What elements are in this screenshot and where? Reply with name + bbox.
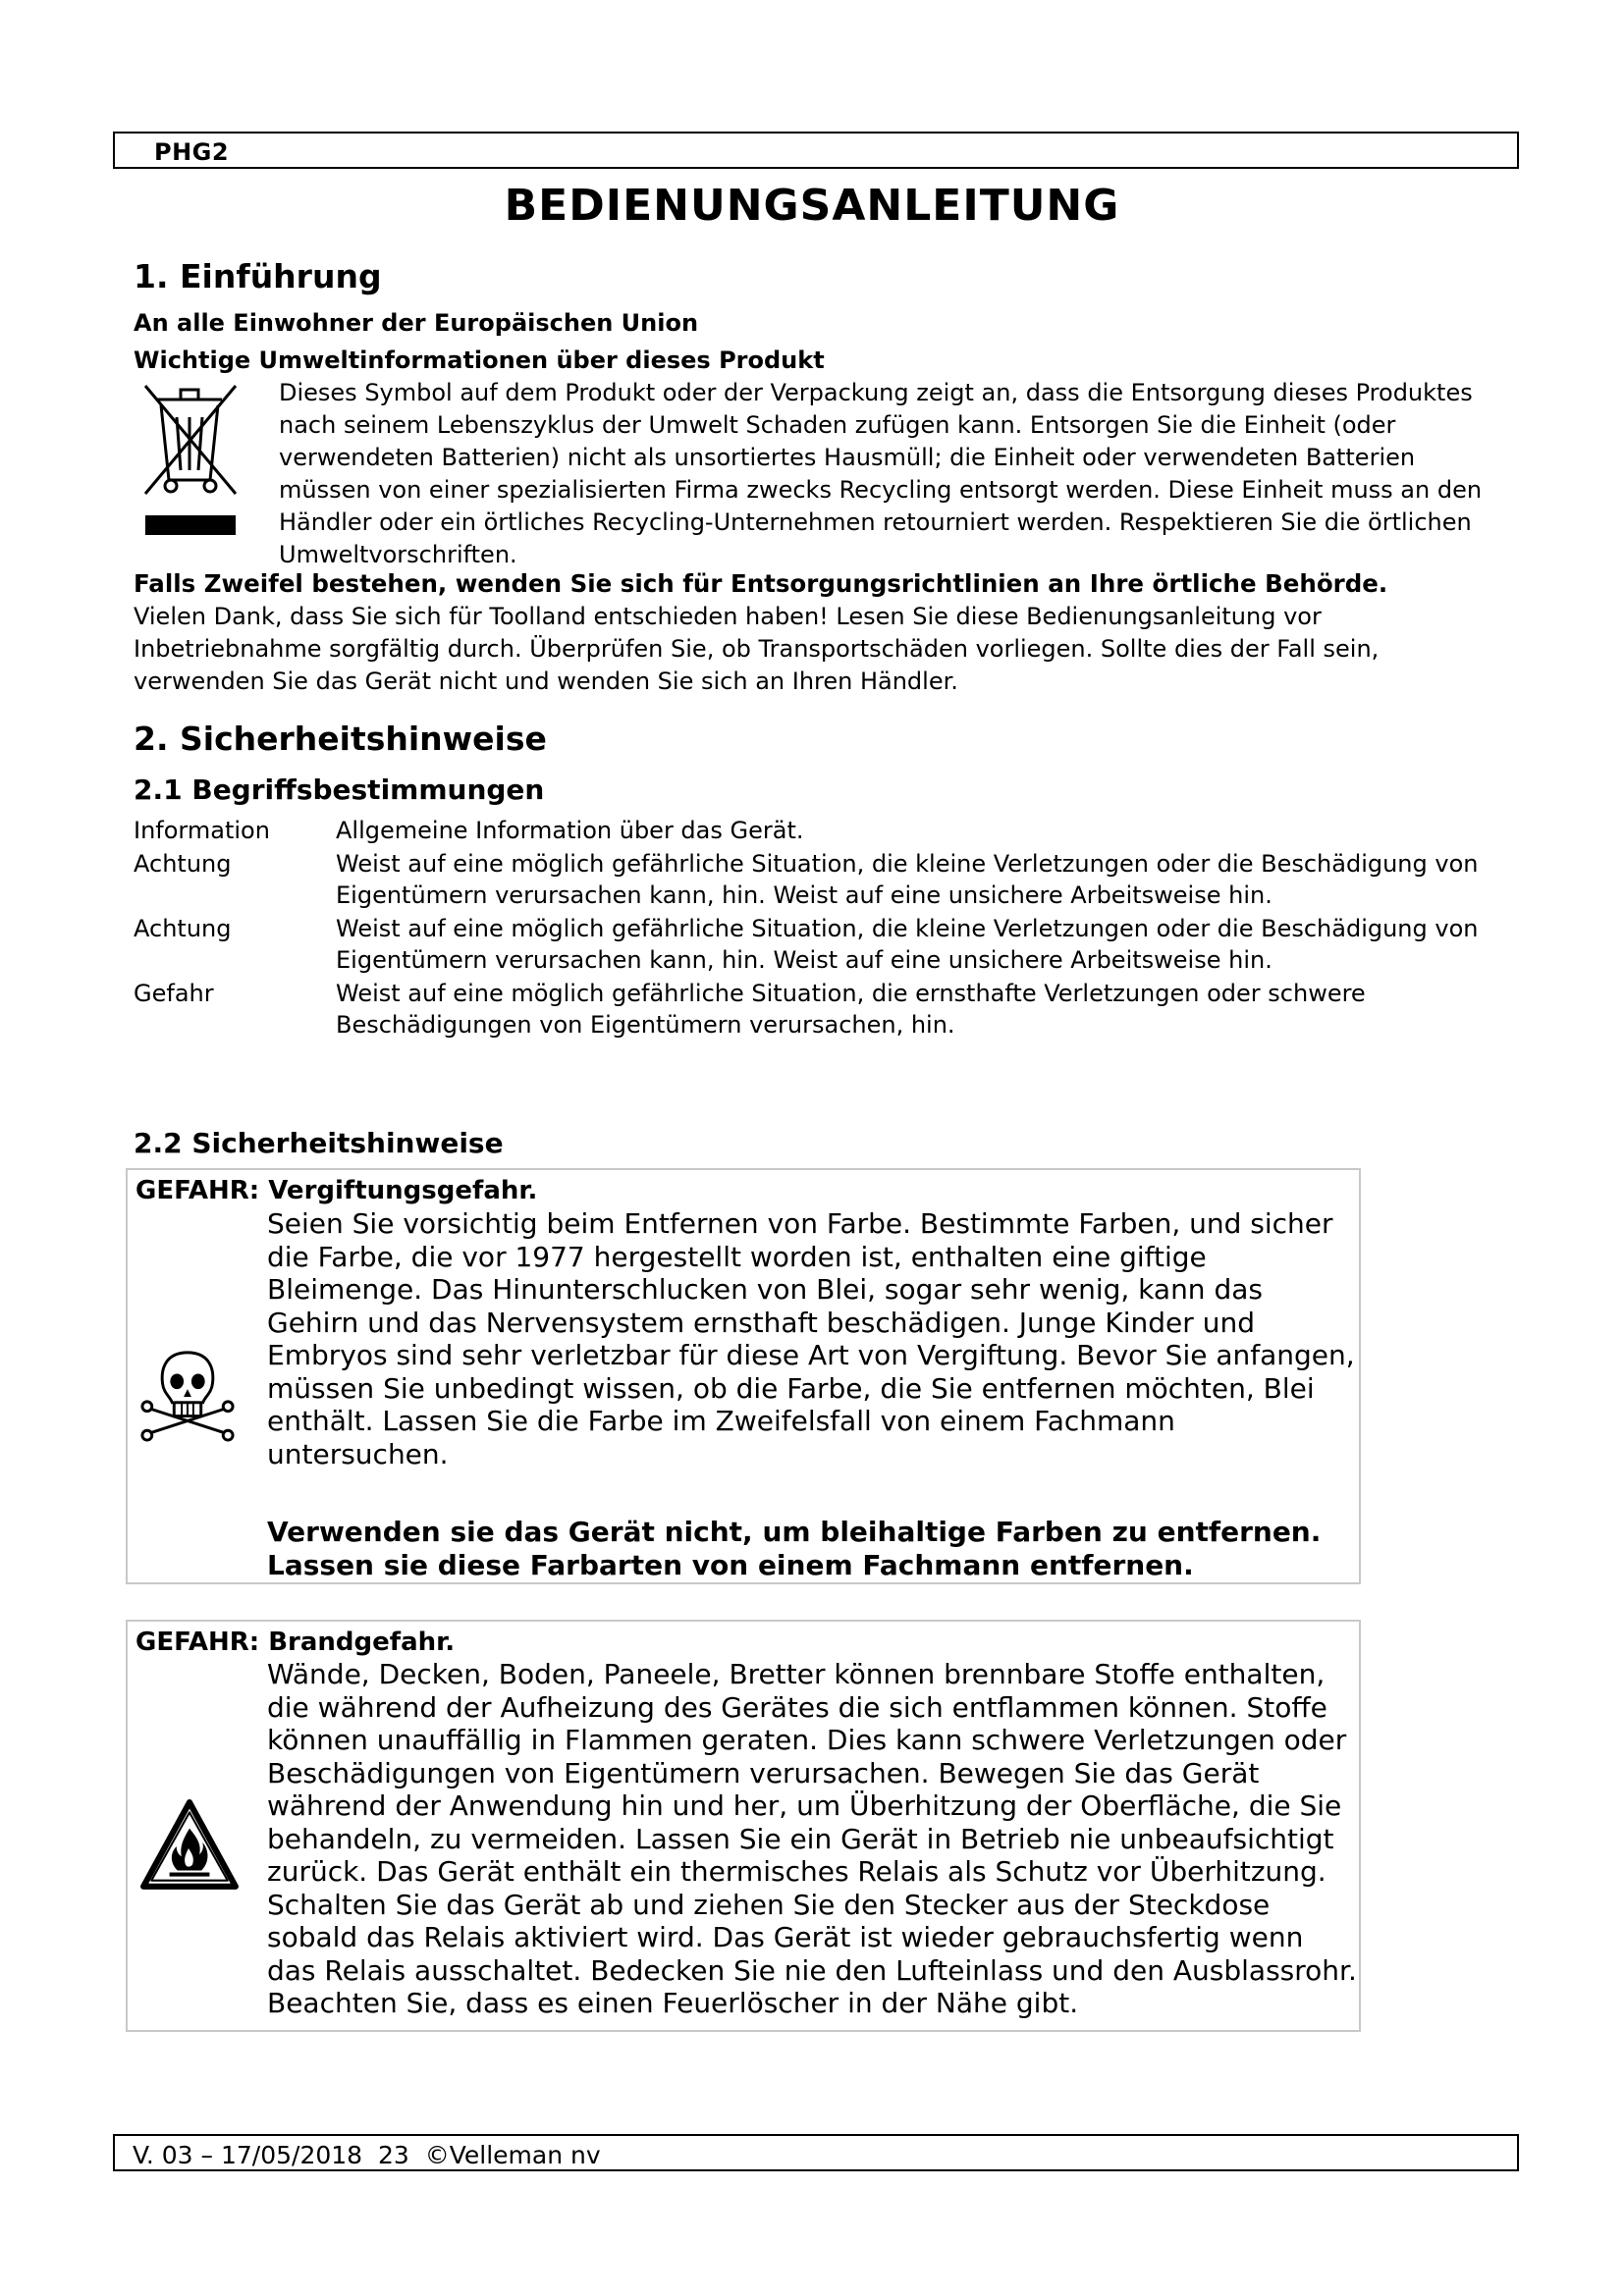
definition-row: [134, 913, 1508, 976]
disposal-doubt-text: Falls Zweifel bestehen, wenden Sie sich für Entsorgungsrichtlinien an Ihre örtliche Behörde.: [134, 569, 1388, 598]
definition-text: Weist auf eine möglich gefährliche Situation, die kleine Verletzungen oder die Beschädigung von Eigentümern verursachen kann, hin. Weist auf eine unsichere Arbeitsweise hin.: [336, 915, 1479, 974]
definition-term: Achtung: [134, 850, 232, 878]
definitions-heading: 2.1 Begriffsbestimmungen: [134, 774, 545, 806]
definition-term: Achtung: [134, 915, 232, 942]
skull-crossbones-icon: [139, 1347, 236, 1443]
section-2-heading: 2. Sicherheitshinweise: [134, 720, 547, 758]
product-code: PHG2: [154, 138, 230, 166]
definition-text: Allgemeine Information über das Gerät.: [336, 817, 804, 844]
footer-line: [133, 2141, 601, 2169]
definition-row: [134, 848, 1508, 911]
safety-instructions-heading: 2.2 Sicherheitshinweise: [134, 1127, 504, 1159]
poisoning-warning-text: Seien Sie vorsichtig beim Entfernen von Farbe. Bestimmte Farben, und sicher die Farbe, die vor 1977 hergestellt worden ist, enthalten eine giftige Bleimenge. Das Hinunterschlucken von Blei, sogar sehr wenig, kann das Gehirn und das Nervensystem ernsthaft beschädigen. Junge Kinder und Embryos sind sehr verletzbar für diese Art von Vergiftung. Bevor Sie anfangen, müssen Sie unbedingt wissen, ob die Farbe, die Sie entfernen möchten, Blei enthält. Lassen Sie die Farbe im Zweifelsfall von einem Fachmann untersuchen.: [267, 1207, 1355, 1470]
definition-row: [134, 978, 1508, 1041]
page-footer: [113, 2134, 1519, 2171]
definition-row: [134, 815, 1508, 846]
poisoning-warning-box: [126, 1168, 1361, 1584]
flammable-warning-icon: [139, 1796, 240, 1896]
page-header: [113, 132, 1519, 169]
weee-bin-icon: [137, 378, 245, 543]
fire-warning-box: [126, 1620, 1361, 2032]
thanks-text: Vielen Dank, dass Sie sich für Toolland entschieden haben! Lesen Sie diese Bedienungsanleitung vor Inbetriebnahme sorgfältig durch. Überprüfen Sie, ob Transportschäden vorliegen. Sollte dies der Fall sein, verwenden Sie das Gerät nicht und wenden Sie sich an Ihren Händler.: [134, 603, 1380, 695]
footer-copyright: ©Velleman nv: [424, 2141, 601, 2169]
document-title: BEDIENUNGSANLEITUNG: [504, 181, 1120, 231]
environment-heading: Wichtige Umweltinformationen über dieses Produkt: [134, 347, 825, 374]
definitions-list: [134, 815, 1508, 1042]
footer-page-number: 23: [377, 2141, 409, 2169]
environment-text: Dieses Symbol auf dem Produkt oder der Verpackung zeigt an, dass die Entsorgung dieses Produktes nach seinem Lebenszyklus der Umwelt Schaden zufügen kann. Entsorgen Sie die Einheit (oder verwendeten Batterien) nicht als unsortiertes Hausmüll; die Einheit oder verwendeten Batterien müssen von einer spezialisierten Firma zwecks Recycling entsorgt werden. Diese Einheit muss an den Händler oder ein örtliches Recycling-Unternehmen retourniert werden. Respektieren Sie die örtlichen Umweltvorschriften.: [279, 379, 1483, 568]
definition-term: Information: [134, 817, 270, 844]
poisoning-warning-instruction: Verwenden sie das Gerät nicht, um bleihaltige Farben zu entfernen. Lassen sie diese Farbarten von einem Fachmann entfernen.: [267, 1516, 1322, 1581]
section-1-heading: 1. Einführung: [134, 257, 382, 295]
definition-term: Gefahr: [134, 980, 214, 1007]
eu-audience-line: An alle Einwohner der Europäischen Union: [134, 309, 699, 337]
definition-text: Weist auf eine möglich gefährliche Situation, die kleine Verletzungen oder die Beschädigung von Eigentümern verursachen kann, hin. Weist auf eine unsichere Arbeitsweise hin.: [336, 850, 1479, 909]
footer-version: V. 03 – 17/05/2018: [133, 2141, 363, 2169]
poisoning-warning-title: GEFAHR: Vergiftungsgefahr.: [135, 1176, 538, 1205]
fire-warning-text: Wände, Decken, Boden, Paneele, Bretter können brennbare Stoffe enthalten, die während der Aufheizung des Gerätes die sich entflammen können. Stoffe können unauffällig in Flammen geraten. Dies kann schwere Verletzungen oder Beschädigungen von Eigentümern verursachen. Bewegen Sie das Gerät während der Anwendung hin und her, um Überhitzung der Oberfläche, die Sie behandeln, zu vermeiden. Lassen Sie ein Gerät in Betrieb nie unbeaufsichtigt zurück. Das Gerät enthält ein thermisches Relais als Schutz vor Überhitzung. Schalten Sie das Gerät ab und ziehen Sie den Stecker aus der Steckdose sobald das Relais aktiviert wird. Das Gerät ist wieder gebrauchsfertig wenn das Relais ausschaltet. Bedecken Sie nie den Lufteinlass und den Ausblassrohr. Beachten Sie, dass es einen Feuerlöscher in der Nähe gibt.: [267, 1658, 1357, 2019]
fire-warning-title: GEFAHR: Brandgefahr.: [135, 1628, 456, 1657]
definition-text: Weist auf eine möglich gefährliche Situation, die ernsthafte Verletzungen oder schwere Beschädigungen von Eigentümern verursachen, hin.: [336, 980, 1366, 1039]
